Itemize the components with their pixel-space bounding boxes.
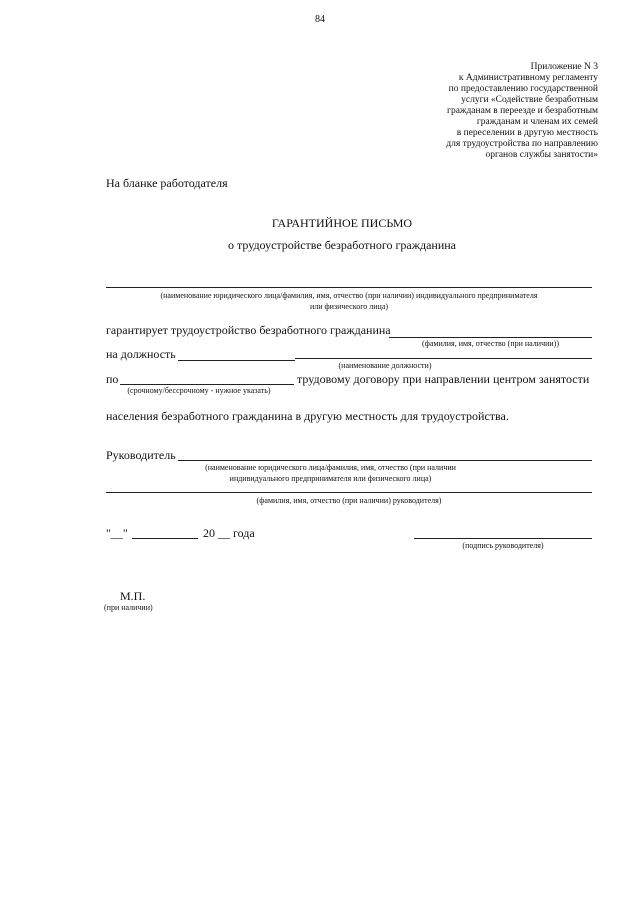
head-name-hint: (фамилия, имя, отчество (при наличии) руководителя) <box>256 496 442 505</box>
letterhead-note: На бланке работодателя <box>106 176 228 190</box>
date-month-field-line <box>132 538 198 539</box>
guarantees-label: гарантирует трудоустройство безработного гражданина <box>106 323 391 337</box>
date-year: 20 __ года <box>203 526 255 540</box>
head-hint: (наименование юридического лица/фамилия, имя, отчество (при наличии <box>205 463 456 472</box>
head-hint-cont: индивидуального предпринимателя или физического лица) <box>229 474 432 483</box>
po-label: по <box>106 372 119 386</box>
position-field-line-b <box>295 358 592 359</box>
citizen-field-line <box>389 337 592 338</box>
contract-text: трудовому договору при направлении центром занятости <box>297 372 590 386</box>
head-label: Руководитель <box>106 448 176 462</box>
employer-field-line <box>106 287 592 288</box>
head-name-field-line <box>106 492 592 493</box>
signature-field-line <box>414 538 592 539</box>
relocation-text: населения безработного гражданина в другую местность для трудоустройства. <box>106 409 509 423</box>
signature-hint: (подпись руководителя) <box>462 541 544 550</box>
employer-hint: (наименование юридического лица/фамилия, имя, отчество (при наличии) индивидуального предпринимателя <box>160 291 538 300</box>
appendix-line: органов службы занятости» <box>485 150 598 160</box>
document-title: ГАРАНТИЙНОЕ ПИСЬМО <box>271 216 413 230</box>
seal-label: М.П. <box>120 589 146 603</box>
appendix-line: Приложение N 3 <box>530 62 598 72</box>
document-subtitle: о трудоустройстве безработного гражданина <box>227 238 457 252</box>
head-org-field-line <box>178 460 592 461</box>
appendix-line: для трудоустройства по направлению <box>446 139 598 149</box>
appendix-line: гражданам и членам их семей <box>476 117 598 127</box>
appendix-line: к Административному регламенту <box>458 73 598 83</box>
appendix-line: по предоставлению государственной <box>448 84 598 94</box>
appendix-line: услуги «Содействие безработным <box>461 95 598 105</box>
position-label: на должность <box>106 347 176 361</box>
page-number: 84 <box>315 14 325 25</box>
seal-hint: (при наличии) <box>104 603 153 612</box>
date-day: "__" <box>106 526 128 540</box>
appendix-block <box>446 62 598 161</box>
appendix-line: в переселении в другую местность <box>456 128 598 138</box>
contract-hint: (срочному/бессрочному - нужное указать) <box>127 386 271 395</box>
contract-type-field-line <box>120 384 294 385</box>
appendix-line: гражданам в переезде и безработным <box>447 106 598 116</box>
position-hint: (наименование должности) <box>338 361 432 370</box>
citizen-hint: (фамилия, имя, отчество (при наличии)) <box>422 339 559 348</box>
employer-hint-cont: или физического лица) <box>309 302 389 311</box>
